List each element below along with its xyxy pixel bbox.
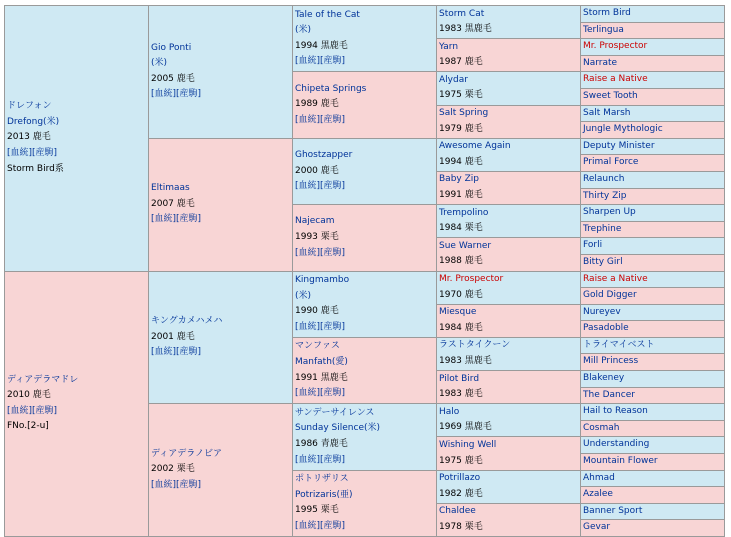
horse-name-link[interactable]: Banner Sport xyxy=(583,505,643,516)
horse-info: 1979 鹿毛 xyxy=(439,123,483,134)
horse-name-link[interactable]: Gold Digger xyxy=(583,290,637,301)
horse-info: 1975 栗毛 xyxy=(439,90,483,101)
horse-name-link[interactable]: Hail to Reason xyxy=(583,406,648,417)
horse-name-link[interactable]: サンデーサイレンス xyxy=(295,407,375,418)
horse-info: 1993 栗毛 xyxy=(295,232,339,243)
pedigree-progeny-links[interactable]: [血統][産駒] xyxy=(295,321,346,332)
horse-name-link[interactable]: Deputy Minister xyxy=(583,140,655,151)
horse-name-link[interactable]: Raise a Native xyxy=(583,273,648,284)
pedigree-table xyxy=(4,5,725,537)
g4-ancestor-cell xyxy=(437,205,581,238)
g3-ancestor-cell xyxy=(293,470,437,536)
horse-name-link[interactable]: Baby Zip xyxy=(439,174,479,185)
horse-name-link[interactable]: Relaunch xyxy=(583,173,625,184)
horse-name-link[interactable]: Mr. Prospector xyxy=(439,274,504,284)
pedigree-progeny-links[interactable]: [血統][産駒] xyxy=(7,405,58,416)
g5-ancestor-cell xyxy=(581,55,725,72)
horse-name-link[interactable]: マンファス xyxy=(295,341,340,352)
horse-info: 2001 鹿毛 xyxy=(151,331,195,342)
g5-ancestor-cell xyxy=(581,122,725,139)
horse-name-link[interactable]: ディアデラノビア xyxy=(151,448,223,459)
horse-origin: Potrizaris(亜) xyxy=(295,489,353,500)
horse-name-link[interactable]: Mr. Prospector xyxy=(583,41,648,52)
horse-name-link[interactable]: ポトリザリス xyxy=(295,474,349,485)
horse-info: 1975 鹿毛 xyxy=(439,455,483,466)
g5-ancestor-cell xyxy=(581,6,725,23)
g3-ancestor-cell xyxy=(293,205,437,271)
horse-name-link[interactable]: Ghostzapper xyxy=(295,150,353,161)
horse-name-link[interactable]: トライマイベスト xyxy=(583,339,655,350)
horse-info: 1986 青鹿毛 xyxy=(295,438,348,449)
g3-ancestor-cell xyxy=(293,337,437,403)
g5-ancestor-cell xyxy=(581,354,725,371)
g4-ancestor-cell xyxy=(437,238,581,271)
g5-ancestor-cell xyxy=(581,105,725,122)
horse-name-link[interactable]: Eltimaas xyxy=(151,183,190,194)
g4-ancestor-cell xyxy=(437,371,581,404)
horse-name-link[interactable]: Raise a Native xyxy=(583,74,648,85)
g5-ancestor-cell xyxy=(581,337,725,354)
horse-name-link[interactable]: Storm Cat xyxy=(439,8,485,19)
horse-name-link[interactable]: Forli xyxy=(583,240,603,251)
pedigree-progeny-links[interactable]: [血統][産駒] xyxy=(295,114,346,125)
horse-info: 1984 栗毛 xyxy=(439,223,483,234)
pedigree-progeny-links[interactable]: [血統][産駒] xyxy=(151,347,202,358)
horse-name-link[interactable]: Mountain Flower xyxy=(583,456,658,467)
g4-ancestor-cell xyxy=(437,105,581,138)
horse-name-link[interactable]: Chaldee xyxy=(439,506,476,517)
horse-name-link[interactable]: Halo xyxy=(439,406,460,417)
horse-name-link[interactable]: Azalee xyxy=(583,489,613,500)
g4-ancestor-cell xyxy=(437,437,581,470)
horse-info: 1983 鹿毛 xyxy=(439,389,483,400)
horse-info: 2007 鹿毛 xyxy=(151,198,195,209)
horse-info: 1988 鹿毛 xyxy=(439,256,483,267)
pedigree-progeny-links[interactable]: [血統][産駒] xyxy=(295,247,346,258)
g5-ancestor-cell xyxy=(581,304,725,321)
pedigree-row xyxy=(5,271,725,288)
pedigree-progeny-links[interactable]: [血統][産駒] xyxy=(295,454,346,465)
g5-ancestor-cell xyxy=(581,138,725,155)
horse-name-link[interactable]: Ahmad xyxy=(583,472,615,483)
g5-ancestor-cell xyxy=(581,22,725,39)
g5-ancestor-cell xyxy=(581,39,725,56)
horse-info: 2000 鹿毛 xyxy=(295,165,339,176)
horse-name-link[interactable]: Miesque xyxy=(439,307,477,318)
horse-info: 1978 栗毛 xyxy=(439,521,483,532)
horse-info: 1983 黒鹿毛 xyxy=(439,24,492,35)
horse-info: 2002 栗毛 xyxy=(151,464,195,475)
g4-ancestor-cell xyxy=(437,304,581,337)
g2-ancestor-cell xyxy=(149,6,293,139)
g5-ancestor-cell xyxy=(581,454,725,471)
horse-name-link[interactable]: Salt Spring xyxy=(439,108,489,119)
horse-name-link[interactable]: Jungle Mythologic xyxy=(583,124,663,135)
g4-ancestor-cell xyxy=(437,503,581,536)
pedigree-row xyxy=(5,6,725,23)
g2-ancestor-cell xyxy=(149,271,293,404)
g5-ancestor-cell xyxy=(581,503,725,520)
family-number-link[interactable]: FNo.[2-u] xyxy=(7,421,49,432)
g5-ancestor-cell xyxy=(581,238,725,255)
horse-name-link[interactable]: キングカメハメハ xyxy=(151,315,223,326)
horse-name-link[interactable]: Gio Ponti xyxy=(151,42,192,53)
horse-name-link[interactable]: ドレフォン xyxy=(7,101,52,112)
g4-ancestor-cell xyxy=(437,171,581,204)
pedigree-progeny-links[interactable]: [血統][産駒] xyxy=(151,214,202,225)
g5-ancestor-cell xyxy=(581,371,725,388)
horse-name-link[interactable]: Terlingua xyxy=(583,24,624,35)
horse-name-link[interactable]: Tale of the Cat xyxy=(295,9,360,20)
g4-ancestor-cell xyxy=(437,72,581,105)
horse-info: 1995 栗毛 xyxy=(295,505,339,516)
g5-ancestor-cell xyxy=(581,520,725,537)
horse-name-link[interactable]: Storm Bird xyxy=(583,8,631,18)
horse-info: 2005 鹿毛 xyxy=(151,73,195,84)
horse-origin: (米) xyxy=(151,58,168,69)
horse-name-link[interactable]: Alydar xyxy=(439,74,468,85)
horse-name-link[interactable]: Pilot Bird xyxy=(439,373,480,384)
pedigree-progeny-links[interactable]: [血統][産駒] xyxy=(7,148,58,159)
horse-name-link[interactable]: Sweet Tooth xyxy=(583,90,638,101)
horse-info: 2010 鹿毛 xyxy=(7,390,51,401)
horse-name-link[interactable]: Thirty Zip xyxy=(583,190,627,201)
horse-name-link[interactable]: Pasadoble xyxy=(583,323,629,334)
pedigree-progeny-links[interactable]: [血統][産駒] xyxy=(295,56,346,67)
horse-origin: Sunday Silence(米) xyxy=(295,423,380,434)
horse-info: 1970 鹿毛 xyxy=(439,289,483,300)
g2-ancestor-cell xyxy=(149,138,293,271)
horse-info: 2013 鹿毛 xyxy=(7,132,51,143)
g5-ancestor-cell xyxy=(581,321,725,338)
horse-origin: (米) xyxy=(295,25,312,36)
g5-ancestor-cell xyxy=(581,470,725,487)
g4-ancestor-cell xyxy=(437,271,581,304)
horse-info: 1994 鹿毛 xyxy=(439,156,483,167)
g5-ancestor-cell xyxy=(581,155,725,172)
g5-ancestor-cell xyxy=(581,271,725,288)
horse-origin: Manfath(愛) xyxy=(295,356,348,367)
g5-ancestor-cell xyxy=(581,420,725,437)
horse-info: 1987 鹿毛 xyxy=(439,57,483,68)
horse-info: 1982 鹿毛 xyxy=(439,488,483,499)
g1-ancestor-cell xyxy=(5,271,149,537)
g5-ancestor-cell xyxy=(581,288,725,305)
g4-ancestor-cell xyxy=(437,6,581,39)
horse-name-link[interactable]: Awesome Again xyxy=(439,141,511,152)
horse-info: 1989 鹿毛 xyxy=(295,99,339,110)
horse-name-link[interactable]: Mill Princess xyxy=(583,356,639,367)
horse-info: 1994 黒鹿毛 xyxy=(295,40,348,51)
horse-name-link[interactable]: Trephine xyxy=(583,223,622,234)
horse-info: 1991 黒鹿毛 xyxy=(295,372,348,383)
horse-name-link[interactable]: Cosmah xyxy=(583,422,620,433)
horse-name-link[interactable]: Kingmambo xyxy=(295,275,350,285)
pedigree-progeny-links[interactable]: [血統][産駒] xyxy=(295,181,346,192)
horse-name-link[interactable]: Sharpen Up xyxy=(583,207,636,218)
g5-ancestor-cell xyxy=(581,188,725,205)
g4-ancestor-cell xyxy=(437,138,581,171)
horse-name-link[interactable]: Potrillazo xyxy=(439,473,481,484)
g5-ancestor-cell xyxy=(581,205,725,222)
g5-ancestor-cell xyxy=(581,387,725,404)
horse-origin: (米) xyxy=(295,290,312,301)
horse-name-link[interactable]: Yarn xyxy=(439,41,459,52)
pedigree-progeny-links[interactable]: [血統][産駒] xyxy=(151,479,202,490)
horse-info: 1991 鹿毛 xyxy=(439,190,483,201)
sire-line: Storm Bird系 xyxy=(7,163,64,174)
horse-name-link[interactable]: Gevar xyxy=(583,522,611,533)
horse-info: 1969 黒鹿毛 xyxy=(439,422,492,433)
g5-ancestor-cell xyxy=(581,171,725,188)
g4-ancestor-cell xyxy=(437,404,581,437)
horse-origin: Drefong(米) xyxy=(7,116,60,127)
g5-ancestor-cell xyxy=(581,404,725,421)
horse-name-link[interactable]: Nureyev xyxy=(583,306,621,317)
g5-ancestor-cell xyxy=(581,221,725,238)
g5-ancestor-cell xyxy=(581,437,725,454)
horse-name-link[interactable]: ラストタイクーン xyxy=(439,340,511,351)
g5-ancestor-cell xyxy=(581,487,725,504)
g1-ancestor-cell xyxy=(5,6,149,272)
horse-name-link[interactable]: Understanding xyxy=(583,439,650,450)
g5-ancestor-cell xyxy=(581,254,725,271)
pedigree-progeny-links[interactable]: [血統][産駒] xyxy=(295,520,346,531)
g3-ancestor-cell xyxy=(293,271,437,337)
horse-name-link[interactable]: Narrate xyxy=(583,57,618,68)
horse-info: 1990 鹿毛 xyxy=(295,306,339,317)
horse-info: 1984 鹿毛 xyxy=(439,322,483,333)
horse-name-link[interactable]: The Dancer xyxy=(583,389,635,400)
horse-name-link[interactable]: Salt Marsh xyxy=(583,107,631,118)
horse-name-link[interactable]: Trempolino xyxy=(439,207,489,218)
horse-name-link[interactable]: Bitty Girl xyxy=(583,256,623,267)
g3-ancestor-cell xyxy=(293,404,437,470)
g5-ancestor-cell xyxy=(581,88,725,105)
horse-name-link[interactable]: Blakeney xyxy=(583,373,625,384)
g4-ancestor-cell xyxy=(437,39,581,72)
horse-name-link[interactable]: Najecam xyxy=(295,216,335,227)
g3-ancestor-cell xyxy=(293,72,437,138)
g4-ancestor-cell xyxy=(437,470,581,503)
horse-info: 1983 黒鹿毛 xyxy=(439,355,492,366)
g3-ancestor-cell xyxy=(293,6,437,72)
g3-ancestor-cell xyxy=(293,138,437,204)
horse-name-link[interactable]: Wishing Well xyxy=(439,439,497,450)
horse-name-link[interactable]: Sue Warner xyxy=(439,240,492,251)
horse-name-link[interactable]: Primal Force xyxy=(583,157,639,168)
g4-ancestor-cell xyxy=(437,337,581,370)
pedigree-progeny-links[interactable]: [血統][産駒] xyxy=(151,89,202,100)
pedigree-progeny-links[interactable]: [血統][産駒] xyxy=(295,388,346,399)
g5-ancestor-cell xyxy=(581,72,725,89)
g2-ancestor-cell xyxy=(149,404,293,537)
horse-name-link[interactable]: ディアデラマドレ xyxy=(7,374,79,385)
horse-name-link[interactable]: Chipeta Springs xyxy=(295,83,367,94)
